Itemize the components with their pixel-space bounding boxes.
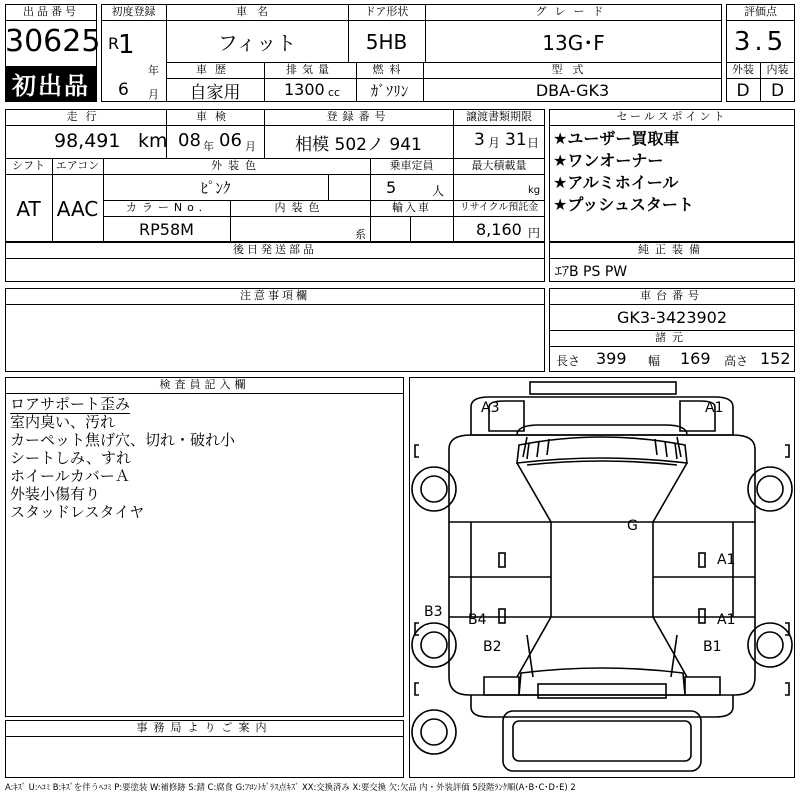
ext-grade: D bbox=[736, 80, 750, 101]
import-label: 輸入車 bbox=[392, 201, 431, 214]
reg-year: 1 bbox=[118, 30, 135, 60]
int-grade-label: 内装 bbox=[766, 63, 789, 76]
mark-g: G bbox=[627, 518, 638, 534]
plate: 相模 502ノ 941 bbox=[295, 134, 422, 155]
ext-grade-label: 外装 bbox=[732, 63, 754, 76]
inspector-line: カーペット焦げ穴、切れ・破れ小 bbox=[10, 431, 236, 449]
reg-label: 初度登録 bbox=[111, 5, 156, 18]
sales-point: ★ユーザー買取車 bbox=[553, 129, 680, 148]
doc-deadline-label: 譲渡書類期限 bbox=[466, 110, 532, 123]
chassis-label: 車台番号 bbox=[640, 289, 704, 302]
fuel-label: 燃料 bbox=[372, 63, 407, 76]
mark-b3: B3 bbox=[424, 604, 443, 620]
capacity: 5 bbox=[386, 178, 397, 197]
capacity-label: 乗車定員 bbox=[389, 159, 434, 172]
int-color-label: 内装色 bbox=[274, 201, 326, 214]
mark-a1-right: A1 bbox=[717, 552, 736, 568]
equipment: ｴｱB PS PW bbox=[555, 264, 628, 280]
doc-day: 31 bbox=[505, 130, 527, 150]
mark-a1-rear: A1 bbox=[717, 612, 736, 628]
lot-label: 出品番号 bbox=[23, 5, 79, 18]
office-label: 事務局よりご案内 bbox=[136, 721, 273, 734]
int-color-unit: 系 bbox=[355, 228, 366, 241]
load-unit: kg bbox=[528, 185, 541, 196]
inspection-month: 06 bbox=[219, 130, 242, 151]
width-label: 幅 bbox=[648, 354, 661, 368]
fuel: ｶﾞｿﾘﾝ bbox=[370, 82, 409, 100]
inspector-line: 外装小傷有り bbox=[10, 485, 101, 503]
door-label: ドア形状 bbox=[364, 5, 409, 18]
displacement-unit: cc bbox=[328, 86, 341, 99]
inspector-line: 室内臭い、汚れ bbox=[10, 413, 116, 431]
width: 169 bbox=[680, 349, 711, 368]
inspection-label: 車検 bbox=[196, 110, 234, 123]
later-parts-label: 後日発送部品 bbox=[233, 243, 317, 256]
score-label: 評価点 bbox=[744, 5, 777, 18]
reg-year-unit: 年 bbox=[148, 64, 159, 77]
color-no-label: カラーNo. bbox=[125, 201, 208, 214]
mark-a1-front: A1 bbox=[705, 400, 724, 416]
recycle-unit: 円 bbox=[528, 226, 541, 240]
height-label: 高さ bbox=[724, 354, 749, 368]
ac: AAC bbox=[56, 196, 99, 221]
lot-number: 30625 bbox=[5, 24, 101, 59]
inspector-line: ホイールカバーＡ bbox=[10, 467, 130, 485]
reg-era: R bbox=[108, 34, 120, 53]
mark-b2: B2 bbox=[483, 639, 502, 655]
car-name: フィット bbox=[217, 31, 297, 55]
shift-label: シフト bbox=[12, 159, 45, 172]
reg-month-unit: 月 bbox=[148, 88, 159, 101]
inspector-line: ロアサポート歪み bbox=[10, 395, 131, 413]
color-label: 外装色 bbox=[211, 159, 262, 172]
capacity-unit: 人 bbox=[432, 184, 445, 198]
color-no: RP58M bbox=[139, 220, 194, 239]
sales-point: ★ワンオーナー bbox=[553, 151, 664, 170]
score: 3.5 bbox=[733, 26, 788, 57]
model-code: DBA-GK3 bbox=[535, 81, 610, 100]
doc-day-unit: 日 bbox=[527, 136, 540, 150]
car-name-label: 車名 bbox=[236, 5, 278, 18]
height: 152 bbox=[760, 349, 791, 368]
car-diagram bbox=[409, 377, 795, 778]
plate-label: 登録番号 bbox=[326, 110, 391, 123]
recycle-label: リサイクル預託金 bbox=[459, 202, 539, 213]
sales-label: セールスポイント bbox=[616, 110, 728, 123]
chassis: GK3-3423902 bbox=[616, 308, 728, 327]
displacement-label: 排気量 bbox=[286, 63, 334, 76]
inspection-year-unit: 年 bbox=[203, 140, 214, 153]
mark-b4: B4 bbox=[468, 612, 487, 628]
load-label: 最大積載量 bbox=[471, 159, 527, 172]
history-label: 車歴 bbox=[196, 63, 234, 76]
mileage-label: 走行 bbox=[66, 110, 105, 123]
mark-b1: B1 bbox=[703, 639, 722, 655]
doc-month-unit: 月 bbox=[488, 136, 501, 150]
shift: AT bbox=[16, 196, 41, 221]
int-grade: D bbox=[770, 80, 785, 101]
inspection-year: 08 bbox=[178, 130, 201, 151]
recycle: 8,160 bbox=[476, 220, 522, 239]
inspection-month-unit: 月 bbox=[245, 140, 256, 153]
legend: A:ｷｽﾞ U:ﾍｺﾐ B:ｷｽﾞを伴うﾍｺﾐ P:要塗装 W:補修跡 S:錆 C:腐食 G:ﾌﾛﾝﾄｶﾞﾗｽ点ｷｽﾞ XX:交換済み X:要交換 欠:欠品 内・外装評価 5段階ﾗﾝｸ順(A･B･C･D･E) 2 bbox=[5, 782, 576, 792]
door-type: 5HB bbox=[365, 29, 408, 54]
grade: 13G･F bbox=[542, 31, 605, 55]
doc-month: 3 bbox=[474, 130, 485, 150]
equipment-label: 純正装備 bbox=[638, 243, 706, 256]
inspector-label: 検査員記入欄 bbox=[159, 378, 250, 391]
grade-label: グレード bbox=[535, 5, 612, 18]
first-listing-badge: 初出品 bbox=[6, 66, 96, 101]
sales-point: ★プッシュスタート bbox=[553, 195, 694, 214]
history: 自家用 bbox=[189, 83, 241, 103]
displacement: 1300 bbox=[284, 80, 325, 99]
length: 399 bbox=[596, 349, 627, 368]
dims-label: 諸元 bbox=[655, 331, 689, 344]
reg-month: 6 bbox=[118, 80, 129, 100]
ac-label: エアコン bbox=[55, 159, 100, 172]
mileage-unit: km bbox=[138, 130, 168, 152]
inspector-line: シートしみ、すれ bbox=[10, 449, 131, 467]
color: ﾋﾟﾝｸ bbox=[200, 179, 231, 197]
mark-a3: A3 bbox=[481, 400, 500, 416]
model-label: 型式 bbox=[551, 63, 594, 76]
inspector-line: スタッドレスタイヤ bbox=[10, 503, 145, 521]
length-label: 長さ bbox=[556, 354, 581, 368]
mileage: 98,491 bbox=[54, 130, 121, 152]
notes-label: 注意事項欄 bbox=[240, 289, 310, 302]
sales-point: ★アルミホイール bbox=[553, 173, 679, 192]
